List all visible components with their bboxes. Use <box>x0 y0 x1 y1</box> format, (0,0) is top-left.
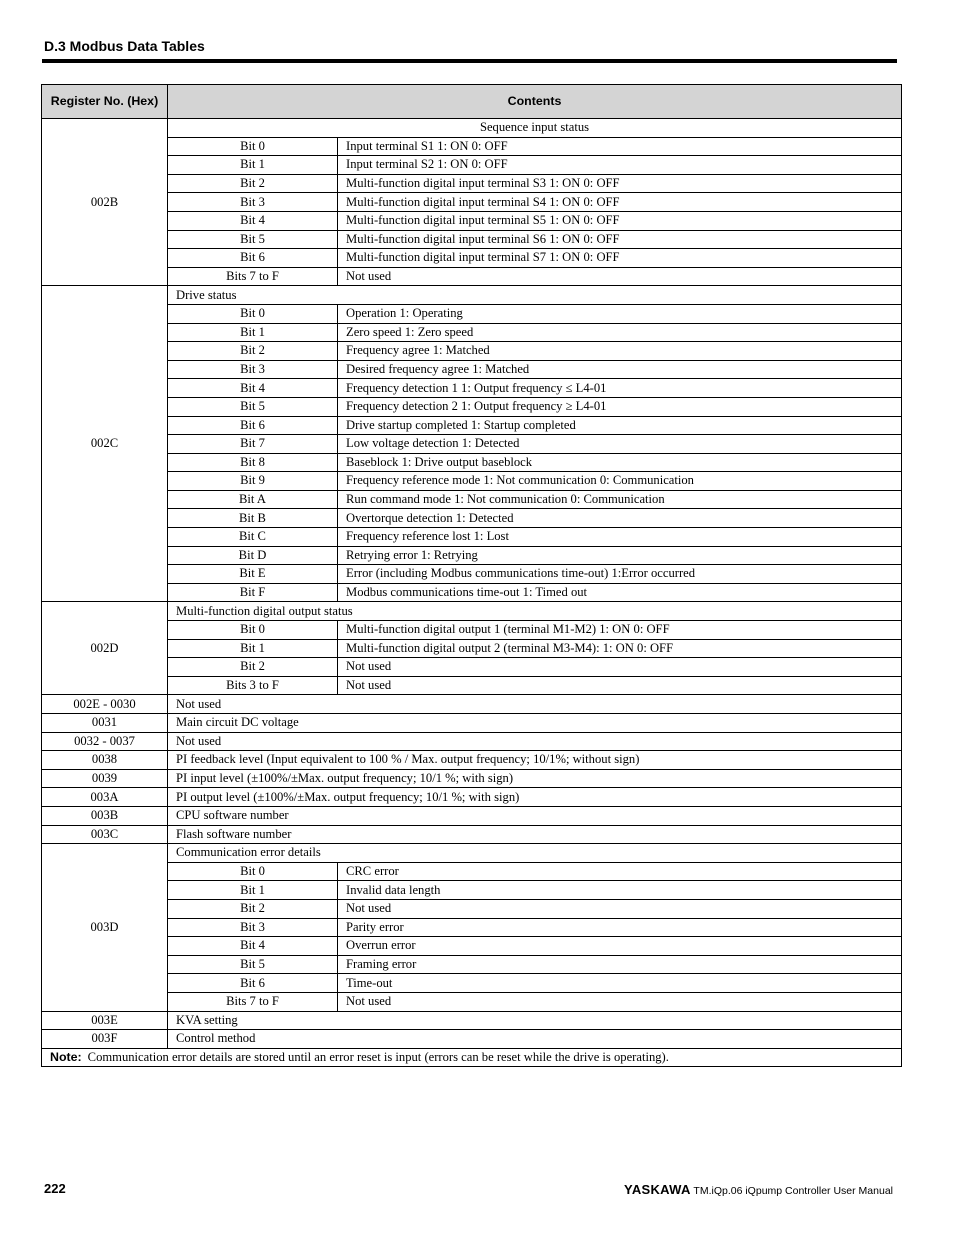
table-row <box>42 509 902 528</box>
table-row <box>42 825 902 844</box>
table-row <box>42 639 902 658</box>
table-row <box>42 751 902 770</box>
bit-label: Bit 5 <box>168 397 338 416</box>
bit-label: Bit 2 <box>168 658 338 677</box>
bit-label: Bits 7 to F <box>168 267 338 286</box>
bit-label: Bit F <box>168 583 338 602</box>
table-row <box>42 788 902 807</box>
table-row <box>42 286 902 305</box>
register-description: Flash software number <box>168 825 902 844</box>
bit-description: Desired frequency agree 1: Matched <box>338 360 902 379</box>
table-row <box>42 695 902 714</box>
table-row <box>42 602 902 621</box>
table-row <box>42 806 902 825</box>
register-description: Not used <box>168 695 902 714</box>
bit-description: Overtorque detection 1: Detected <box>338 509 902 528</box>
table-row <box>42 1030 902 1049</box>
register-number: 002D <box>42 602 168 695</box>
register-number: 0031 <box>42 714 168 733</box>
table-row <box>42 918 902 937</box>
table-row <box>42 621 902 640</box>
bit-label: Bit 1 <box>168 881 338 900</box>
bit-label: Bit 1 <box>168 156 338 175</box>
table-row <box>42 249 902 268</box>
register-number: 0039 <box>42 769 168 788</box>
footer-manual <box>624 1182 893 1197</box>
bit-description: Frequency reference mode 1: Not communication 0: Communication <box>338 472 902 491</box>
register-number: 003B <box>42 806 168 825</box>
bit-label: Bit 8 <box>168 453 338 472</box>
register-description: PI output level (±100%/±Max. output frequency; 10/1 %; with sign) <box>168 788 902 807</box>
register-description: KVA setting <box>168 1011 902 1030</box>
table-row <box>42 565 902 584</box>
bit-label: Bit D <box>168 546 338 565</box>
bit-description: Operation 1: Operating <box>338 304 902 323</box>
register-number: 003E <box>42 1011 168 1030</box>
page-number: 222 <box>44 1181 66 1196</box>
register-number: 002B <box>42 119 168 286</box>
bit-label: Bit 2 <box>168 174 338 193</box>
bit-label: Bit E <box>168 565 338 584</box>
bit-description: Not used <box>338 992 902 1011</box>
bit-label: Bit 4 <box>168 379 338 398</box>
table-row <box>42 304 902 323</box>
table-row <box>42 156 902 175</box>
table-row <box>42 862 902 881</box>
bit-description: Not used <box>338 267 902 286</box>
table-row <box>42 416 902 435</box>
register-description: Not used <box>168 732 902 751</box>
bit-label: Bit 1 <box>168 639 338 658</box>
bit-description: Multi-function digital input terminal S3 1: ON 0: OFF <box>338 174 902 193</box>
bit-description: Error (including Modbus communications time-out) 1:Error occurred <box>338 565 902 584</box>
bit-label: Bit C <box>168 528 338 547</box>
group-title: Drive status <box>168 286 902 305</box>
bit-label: Bit 1 <box>168 323 338 342</box>
register-number: 0032 - 0037 <box>42 732 168 751</box>
bit-description: Not used <box>338 658 902 677</box>
register-number: 003F <box>42 1030 168 1049</box>
bit-label: Bit 0 <box>168 304 338 323</box>
bit-description: Multi-function digital output 1 (terminal M1-M2) 1: ON 0: OFF <box>338 621 902 640</box>
register-column-header: Register No. (Hex) <box>42 85 168 119</box>
bit-description: Frequency detection 2 1: Output frequency ≥ L4-01 <box>338 397 902 416</box>
bit-label: Bit 7 <box>168 435 338 454</box>
bit-label: Bit A <box>168 490 338 509</box>
bit-label: Bits 3 to F <box>168 676 338 695</box>
bit-description: Multi-function digital input terminal S5 1: ON 0: OFF <box>338 211 902 230</box>
table-row <box>42 379 902 398</box>
bit-label: Bit 6 <box>168 416 338 435</box>
register-description: Main circuit DC voltage <box>168 714 902 733</box>
bit-label: Bit 4 <box>168 211 338 230</box>
bit-label: Bit 9 <box>168 472 338 491</box>
bit-label: Bit 6 <box>168 249 338 268</box>
table-row <box>42 658 902 677</box>
table-row <box>42 769 902 788</box>
bit-description: Frequency agree 1: Matched <box>338 342 902 361</box>
table-row <box>42 211 902 230</box>
brand-logo: YASKAWA <box>624 1182 691 1197</box>
note-row <box>42 1048 902 1067</box>
table-row <box>42 397 902 416</box>
register-description: Control method <box>168 1030 902 1049</box>
table-header-row <box>42 85 902 119</box>
section-title: D.3 Modbus Data Tables <box>44 38 205 54</box>
table-row <box>42 546 902 565</box>
bit-label: Bits 7 to F <box>168 992 338 1011</box>
table-row <box>42 732 902 751</box>
bit-description: Not used <box>338 676 902 695</box>
bit-label: Bit 0 <box>168 862 338 881</box>
register-number: 003C <box>42 825 168 844</box>
bit-label: Bit 4 <box>168 937 338 956</box>
bit-description: Drive startup completed 1: Startup completed <box>338 416 902 435</box>
bit-label: Bit 2 <box>168 342 338 361</box>
bit-description: Invalid data length <box>338 881 902 900</box>
table-row <box>42 137 902 156</box>
bit-description: Multi-function digital input terminal S6 1: ON 0: OFF <box>338 230 902 249</box>
bit-label: Bit 6 <box>168 974 338 993</box>
bit-description: Framing error <box>338 955 902 974</box>
table-row <box>42 528 902 547</box>
modbus-data-table <box>41 84 902 1067</box>
bit-description: Modbus communications time-out 1: Timed out <box>338 583 902 602</box>
manual-title: TM.iQp.06 iQpump Controller User Manual <box>693 1185 893 1197</box>
table-row <box>42 119 902 138</box>
note-cell <box>42 1048 902 1067</box>
bit-description: Retrying error 1: Retrying <box>338 546 902 565</box>
bit-label: Bit 2 <box>168 899 338 918</box>
table-row <box>42 360 902 379</box>
bit-label: Bit 3 <box>168 360 338 379</box>
register-number: 002C <box>42 286 168 602</box>
bit-label: Bit 3 <box>168 193 338 212</box>
table-row <box>42 583 902 602</box>
group-title: Multi-function digital output status <box>168 602 902 621</box>
table-row <box>42 881 902 900</box>
note-label: Note: <box>50 1049 82 1064</box>
table-row <box>42 267 902 286</box>
table-row <box>42 844 902 863</box>
table-row <box>42 676 902 695</box>
table-row <box>42 992 902 1011</box>
register-number: 002E - 0030 <box>42 695 168 714</box>
bit-label: Bit 3 <box>168 918 338 937</box>
table-row <box>42 937 902 956</box>
bit-description: Run command mode 1: Not communication 0: Communication <box>338 490 902 509</box>
table-row <box>42 453 902 472</box>
bit-label: Bit 0 <box>168 137 338 156</box>
bit-description: Not used <box>338 899 902 918</box>
bit-description: Overrun error <box>338 937 902 956</box>
bit-description: Low voltage detection 1: Detected <box>338 435 902 454</box>
table-row <box>42 472 902 491</box>
table-row <box>42 974 902 993</box>
table-row <box>42 1011 902 1030</box>
table-row <box>42 323 902 342</box>
bit-label: Bit 5 <box>168 230 338 249</box>
table-row <box>42 490 902 509</box>
register-description: CPU software number <box>168 806 902 825</box>
table-body <box>42 119 902 1067</box>
contents-column-header: Contents <box>168 85 902 119</box>
bit-description: CRC error <box>338 862 902 881</box>
table-row <box>42 342 902 361</box>
bit-description: Baseblock 1: Drive output baseblock <box>338 453 902 472</box>
bit-description: Parity error <box>338 918 902 937</box>
group-title: Communication error details <box>168 844 902 863</box>
bit-description: Input terminal S2 1: ON 0: OFF <box>338 156 902 175</box>
bit-label: Bit 5 <box>168 955 338 974</box>
table-row <box>42 899 902 918</box>
bit-label: Bit 0 <box>168 621 338 640</box>
bit-description: Multi-function digital input terminal S4 1: ON 0: OFF <box>338 193 902 212</box>
table-row <box>42 955 902 974</box>
table-row <box>42 714 902 733</box>
bit-description: Multi-function digital output 2 (terminal M3-M4): 1: ON 0: OFF <box>338 639 902 658</box>
register-description: PI feedback level (Input equivalent to 100 % / Max. output frequency; 10/1%; without sign) <box>168 751 902 770</box>
register-number: 0038 <box>42 751 168 770</box>
bit-description: Frequency reference lost 1: Lost <box>338 528 902 547</box>
bit-description: Input terminal S1 1: ON 0: OFF <box>338 137 902 156</box>
register-description: PI input level (±100%/±Max. output frequency; 10/1 %; with sign) <box>168 769 902 788</box>
bit-description: Time-out <box>338 974 902 993</box>
table-row <box>42 174 902 193</box>
table-row <box>42 230 902 249</box>
bit-description: Multi-function digital input terminal S7 1: ON 0: OFF <box>338 249 902 268</box>
header-rule <box>42 59 897 63</box>
table-row <box>42 435 902 454</box>
table-row <box>42 193 902 212</box>
group-title: Sequence input status <box>168 119 902 138</box>
register-number: 003D <box>42 844 168 1011</box>
bit-label: Bit B <box>168 509 338 528</box>
bit-description: Frequency detection 1 1: Output frequency ≤ L4-01 <box>338 379 902 398</box>
note-text: Communication error details are stored until an error reset is input (errors can be reset while the drive is operating). <box>87 1049 669 1064</box>
bit-description: Zero speed 1: Zero speed <box>338 323 902 342</box>
register-number: 003A <box>42 788 168 807</box>
